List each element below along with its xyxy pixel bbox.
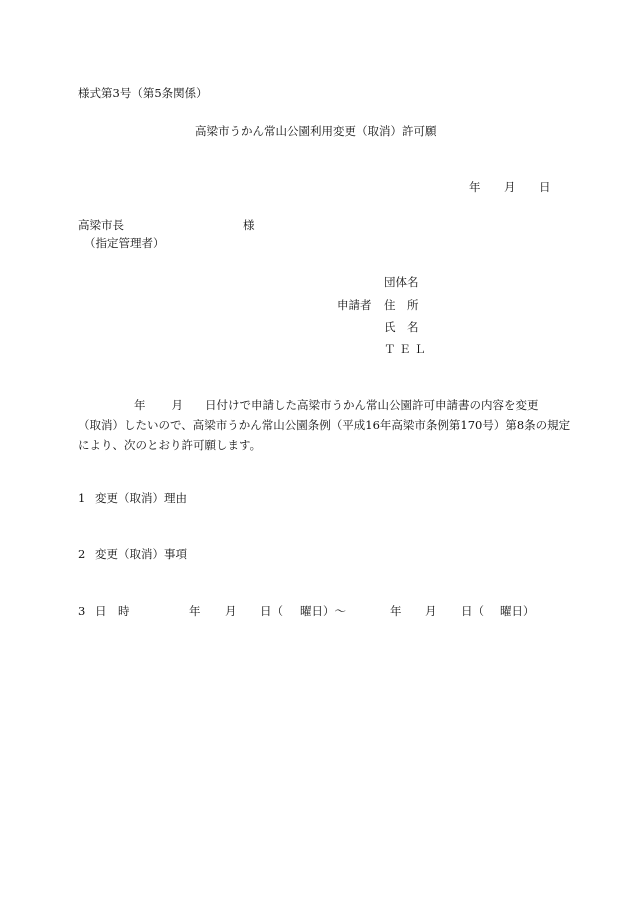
start-month-label: 月 — [225, 604, 237, 618]
item-1-label: 変更（取消）理由 — [95, 491, 187, 505]
item-3-number: 3 — [78, 604, 86, 618]
body-year-label: 年 — [134, 398, 146, 412]
paragraph-line-2: （取消）したいので、高梁市うかん常山公園条例（平成16年高梁市条例第170号）第8条の規定 — [78, 418, 571, 432]
applicant-address-label: 住 所 — [384, 298, 419, 312]
date-month-label: 月 — [504, 180, 516, 194]
end-month-label: 月 — [425, 604, 437, 618]
item-2-label: 変更（取消）事項 — [95, 547, 187, 561]
body-line1-text: 日付けで申請した高梁市うかん常山公園許可申請書の内容を変更 — [205, 398, 539, 412]
applicant-org-label: 団体名 — [384, 275, 419, 289]
addressee-name: 高梁市長 — [78, 218, 124, 232]
form-title: 高梁市うかん常山公園利用変更（取消）許可願 — [195, 124, 437, 138]
addressee-honorific: 様 — [243, 218, 255, 232]
item-2-number: 2 — [78, 547, 86, 561]
end-day-label: 日（ — [461, 604, 484, 618]
item-3-label: 日 時 — [95, 604, 130, 618]
paragraph-line-1 — [78, 395, 552, 415]
start-year-label: 年 — [189, 604, 201, 618]
end-weekday-label: 曜日） — [500, 604, 535, 618]
designated-manager: （指定管理者） — [84, 236, 165, 250]
item-1-number: 1 — [78, 491, 86, 505]
date-day-label: 日 — [539, 180, 551, 194]
end-year-label: 年 — [390, 604, 402, 618]
applicant-label: 申請者 — [337, 298, 372, 312]
applicant-name-label: 氏 名 — [384, 320, 419, 334]
body-month-label: 月 — [171, 398, 183, 412]
date-year-label: 年 — [469, 180, 481, 194]
paragraph-line-3: により、次のとおり許可願します。 — [78, 438, 262, 452]
start-day-label: 日（ — [260, 604, 283, 618]
request-paragraph — [78, 395, 571, 455]
applicant-tel-label: Ｔ Ｅ Ｌ — [384, 342, 426, 356]
form-number: 様式第3号（第5条関係） — [78, 86, 208, 100]
start-weekday-label: 曜日）～ — [300, 604, 346, 618]
